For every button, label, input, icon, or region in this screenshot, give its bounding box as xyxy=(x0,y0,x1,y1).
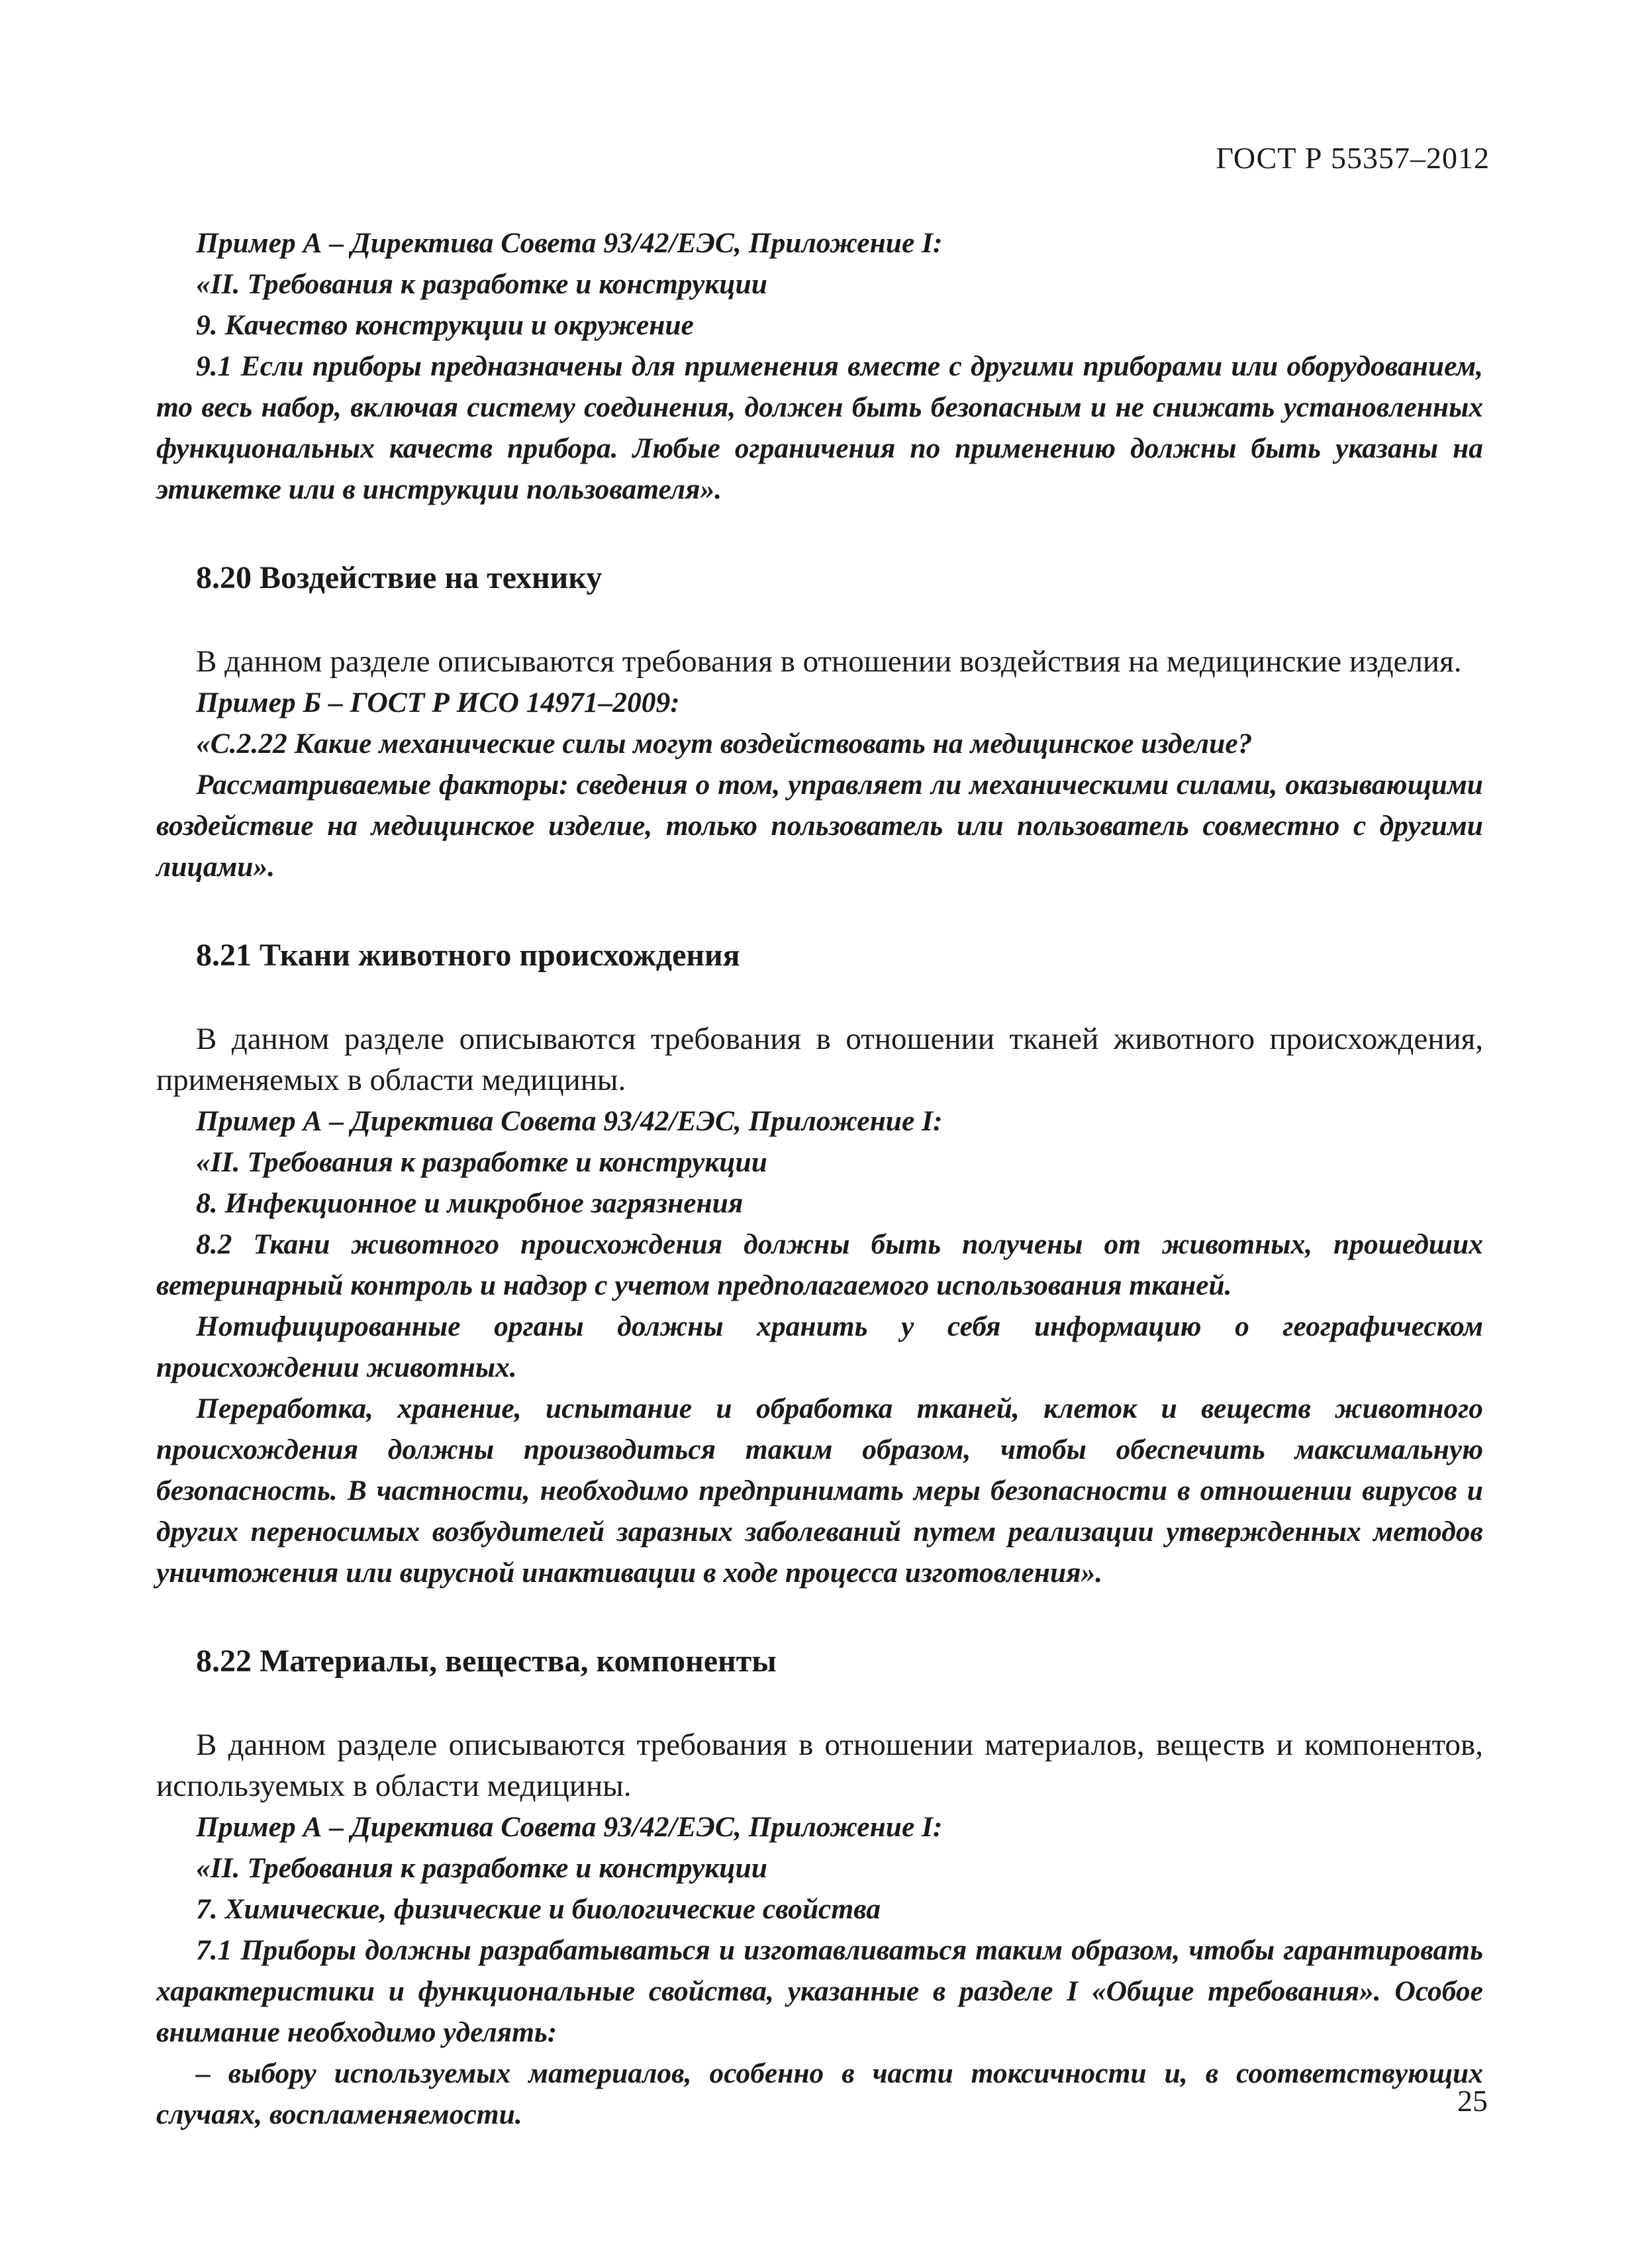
document-code: ГОСТ Р 55357–2012 xyxy=(1216,141,1490,175)
section-body-8-21: В данном разделе описываются требования в отношении тканей животного происхождения, применяемых в области медицины. xyxy=(156,1022,1483,1097)
spacer xyxy=(156,1682,1483,1724)
spacer xyxy=(156,510,1483,558)
example-paragraph: – выбору используемых материалов, особенно в части токсичности и, в соответствующих случаях, воспламеняемости. xyxy=(156,2057,1483,2130)
section-body-8-20: В данном разделе описываются требования в отношении воздействия на медицинские изделия. xyxy=(196,644,1462,679)
example-paragraph: Нотифицированные органы должны хранить у себя информацию о географическом происхождении животных. xyxy=(156,1310,1483,1383)
spacer xyxy=(156,599,1483,641)
example-title: Пример А – Директива Совета 93/42/ЕЭС, Приложение I: xyxy=(196,1811,943,1843)
section-heading-8-21: 8.21 Ткани животного происхождения xyxy=(196,938,740,973)
example-paragraph: 9.1 Если приборы предназначены для применения вместе с другими приборами или оборудованием, то весь набор, включая систему соединения, должен быть безопасным и не снижать установленных функциональных качеств прибора. Любые ограничения по применению должны быть указаны на этикетке или в инструкции пользователя». xyxy=(156,350,1483,505)
example-line: «II. Требования к разработке и конструкции xyxy=(196,1146,767,1178)
example-paragraph: Рассматриваемые факторы: сведения о том, управляет ли механическими силами, оказывающими воздействие на медицинское изделие, только пользователь или пользователь совместно с другими лицами». xyxy=(156,769,1483,883)
spacer xyxy=(156,887,1483,935)
example-line: «C.2.22 Какие механические силы могут воздействовать на медицинское изделие? xyxy=(196,728,1253,760)
example-paragraph: 7.1 Приборы должны разрабатываться и изготавливаться таким образом, чтобы гарантировать характеристики и функциональные свойства, указанные в разделе I «Общие требования». Особое внимание необходимо уделять: xyxy=(156,1934,1483,2048)
example-line: 8. Инфекционное и микробное загрязнения xyxy=(196,1187,744,1219)
example-title: Пример А – Директива Совета 93/42/ЕЭС, Приложение I: xyxy=(196,1105,943,1137)
section-heading-8-20: 8.20 Воздействие на технику xyxy=(196,560,603,595)
example-line: 9. Качество конструкции и окружение xyxy=(196,309,694,341)
example-line: 7. Химические, физические и биологические свойства xyxy=(196,1893,881,1925)
example-line: «II. Требования к разработке и конструкции xyxy=(196,1852,767,1884)
section-heading-8-22: 8.22 Материалы, вещества, компоненты xyxy=(196,1644,777,1679)
example-title: Пример Б – ГОСТ Р ИСО 14971–2009: xyxy=(196,687,680,718)
spacer xyxy=(156,976,1483,1018)
page-number: 25 xyxy=(1457,2084,1488,2118)
example-line: «II. Требования к разработке и конструкции xyxy=(196,268,767,300)
example-paragraph: 8.2 Ткани животного происхождения должны быть получены от животных, прошедших ветеринарный контроль и надзор с учетом предполагаемого использования тканей. xyxy=(156,1228,1483,1301)
section-body-8-22: В данном разделе описываются требования в отношении материалов, веществ и компонентов, используемых в области медицины. xyxy=(156,1728,1483,1803)
example-title: Пример А – Директива Совета 93/42/ЕЭС, Приложение I: xyxy=(196,227,943,259)
spacer xyxy=(156,1593,1483,1641)
example-paragraph: Переработка, хранение, испытание и обработка тканей, клеток и веществ животного происхождения должны производиться таким образом, чтобы обеспечить максимальную безопасность. В частности, необходимо предпринимать меры безопасности в отношении вирусов и других переносимых возбудителей заразных заболеваний путем реализации утвержденных методов уничтожения или вирусной инактивации в ходе процесса изготовления». xyxy=(156,1393,1483,1589)
document-content xyxy=(156,222,1483,2135)
